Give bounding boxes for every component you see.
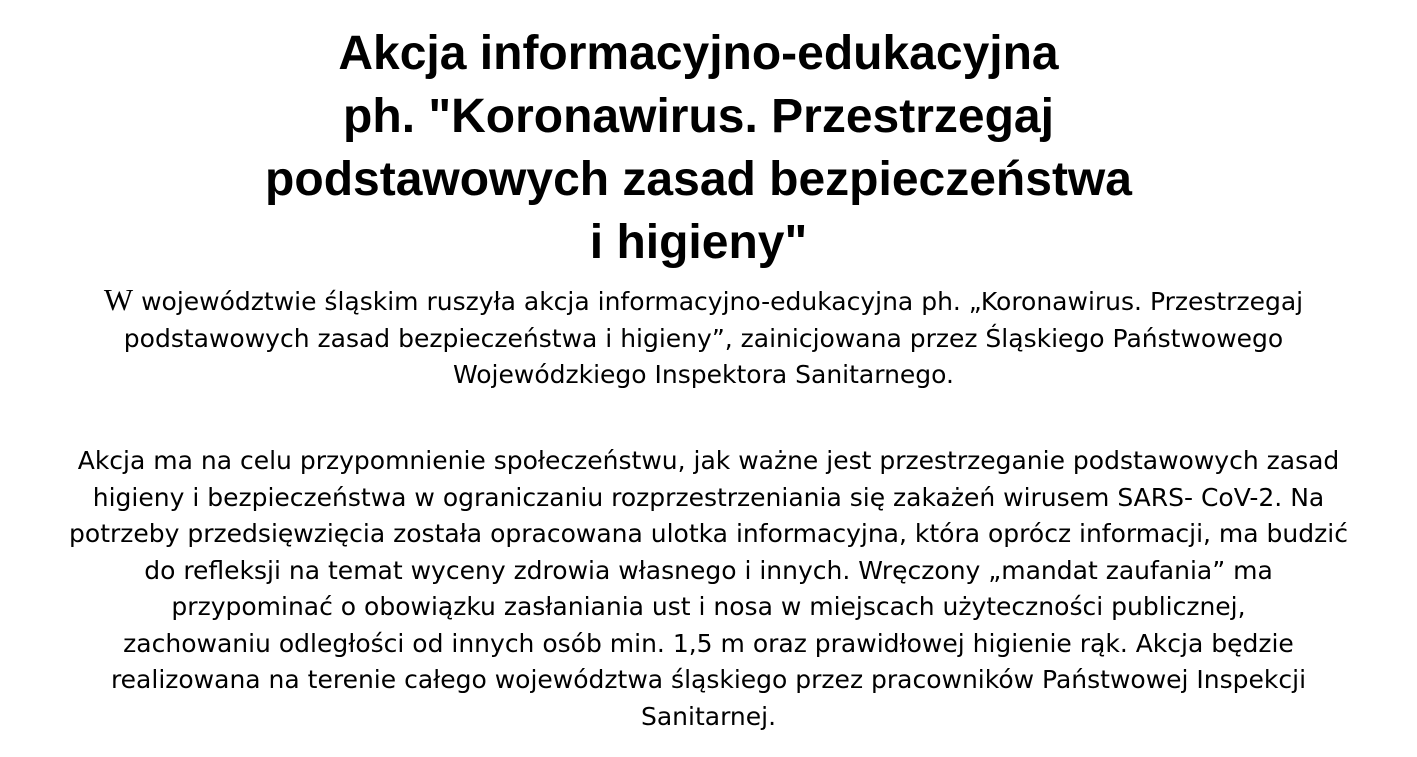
intro-first-line-text: województwie śląskim ruszyła akcja informacyjno-edukacyjna ph. „Koronawirus. Przestrzegaj: [133, 287, 1304, 316]
description-line-6: zachowaniu odległości od innych osób min. 1,5 m oraz prawidłowej higienie rąk. Akcja będzie: [123, 628, 1294, 658]
title-line-2: ph. "Koronawirus. Przestrzegaj: [343, 90, 1054, 143]
intro-drop-cap: W: [103, 282, 134, 317]
intro-paragraph-line-2: podstawowych zasad bezpieczeństwa i higieny”, zainicjowana przez Śląskiego Państwowego: [123, 323, 1284, 353]
document-title: [0, 22, 1397, 274]
title-line-3: podstawowych zasad bezpieczeństwa: [265, 153, 1132, 206]
description-line-1: Akcja ma na celu przypomnienie społeczeństwu, jak ważne jest przestrzeganie podstawowych zasad: [77, 446, 1340, 475]
description-line-7: realizowana na terenie całego województwa śląskiego przez pracowników Państwowej Inspekcji: [110, 665, 1307, 694]
title-line-1: Akcja informacyjno-edukacyjna: [338, 27, 1059, 80]
description-paragraph: [0, 443, 1417, 735]
description-line-3: potrzeby przedsięwzięcia została opracowana ulotka informacyjna, która oprócz informacji, ma budzić: [69, 519, 1348, 548]
title-line-4: i higieny": [589, 216, 808, 269]
description-line-2: higieny i bezpieczeństwa w ograniczaniu rozprzestrzeniania się zakażeń wirusem SARS- CoV-2. Na: [92, 482, 1325, 512]
description-line-4: do refleksji na temat wyceny zdrowia własnego i innych. Wręczony „mandat zaufania” ma: [144, 555, 1273, 585]
description-line-8: Sanitarnej.: [640, 701, 777, 731]
description-line-5: przypominać o obowiązku zasłaniania ust i nosa w miejscach użyteczności publicznej,: [171, 592, 1246, 621]
intro-paragraph-line-1: [0, 282, 1407, 321]
intro-paragraph-line-3: Wojewódzkiego Inspektora Sanitarnego.: [453, 360, 954, 389]
intro-paragraph: [0, 282, 1407, 394]
